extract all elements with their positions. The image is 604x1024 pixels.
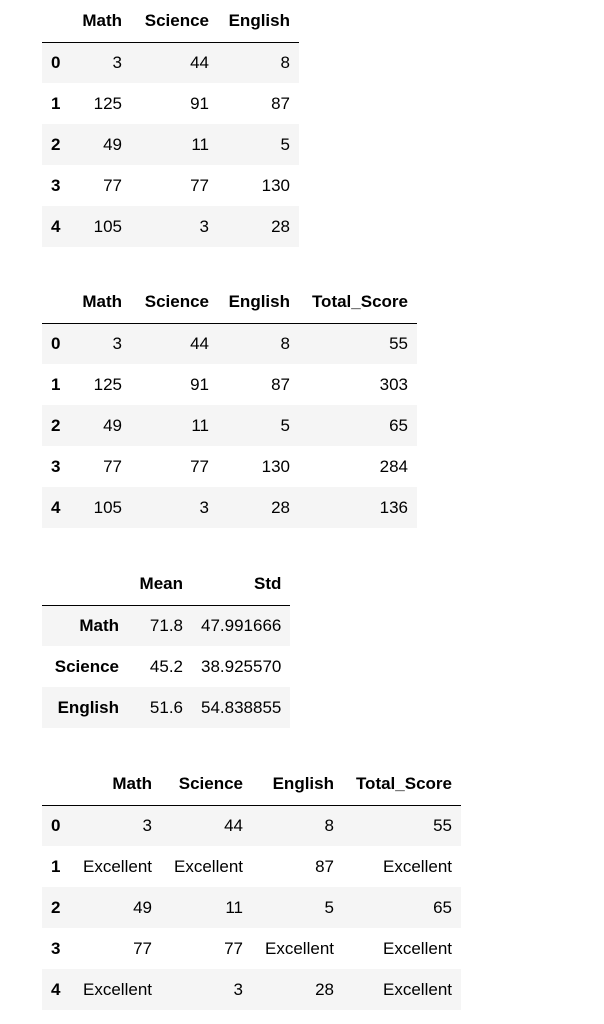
table-cell: 65 [433,897,452,917]
table-cell: 91 [190,93,209,113]
table-cell: 5 [324,897,334,917]
table-cell: 3 [112,52,122,72]
table-cell: Excellent [383,979,452,999]
table-cell: 44 [224,815,243,835]
table-cell: 49 [133,897,152,917]
table-cell: 8 [280,333,290,353]
table-cell: Excellent [83,979,152,999]
table-cell: 8 [324,815,334,835]
table-row [42,42,299,83]
table-cell: 77 [190,175,209,195]
table-cell: 3 [199,497,209,517]
index-header [42,564,128,605]
column-header-english: English [218,1,299,42]
table-row [42,364,417,405]
table-cell: Excellent [174,856,243,876]
table-row [42,969,461,1010]
table-cell: 87 [271,93,290,113]
table-row [42,323,417,364]
table-cell: 3 [142,815,152,835]
table-cell: 28 [271,216,290,236]
table-cell: 11 [191,415,209,435]
row-index: 4 [51,216,61,236]
table-cell: 125 [93,374,122,394]
table-cell: 47.991666 [201,615,282,635]
row-index: 3 [51,175,61,195]
table-row [42,605,290,646]
column-header-total-score: Total_Score [343,764,461,805]
table-row [42,165,299,206]
table-cell: 45.2 [149,656,183,676]
table-cell: 8 [280,52,290,72]
column-header-english: English [252,764,343,805]
grades-table [42,764,461,1010]
table-cell: 44 [190,52,209,72]
table-cell: 38.925570 [201,656,282,676]
table-cell: 51.6 [149,697,183,717]
index-header [42,1,70,42]
table-cell: 3 [233,979,243,999]
row-index: 4 [51,497,61,517]
table-cell: 105 [93,216,122,236]
table-row [42,446,417,487]
table-cell: 77 [224,938,243,958]
column-header-math: Math [70,764,161,805]
table-cell: 49 [103,415,122,435]
row-index: 1 [51,856,61,876]
table-row [42,206,299,247]
column-header-math: Math [70,282,131,323]
table-row [42,805,461,846]
table-cell: 11 [225,897,243,917]
row-index: English [57,697,119,717]
table-cell: 3 [199,216,209,236]
table-row [42,646,290,687]
table-cell: 77 [190,456,209,476]
table-cell: 87 [271,374,290,394]
table-row [42,846,461,887]
table-cell: 5 [280,134,290,154]
row-index: 0 [51,52,61,72]
column-header-total-score: Total_Score [299,282,417,323]
table-cell: 91 [190,374,209,394]
table-row [42,928,461,969]
table-cell: 54.838855 [201,697,282,717]
table-cell: 71.8 [149,615,183,635]
table-cell: 55 [433,815,452,835]
table-row [42,124,299,165]
table-cell: 125 [93,93,122,113]
table-row [42,687,290,728]
header-row [42,764,461,805]
column-header-math: Math [70,1,131,42]
table-row [42,887,461,928]
table-cell: 65 [389,415,408,435]
table-row [42,487,417,528]
table-cell: 284 [379,456,408,476]
table-cell: 136 [379,497,408,517]
row-index: 1 [51,93,61,113]
table-cell: 49 [103,134,122,154]
column-header-science: Science [131,1,218,42]
table-row [42,83,299,124]
table-cell: 44 [190,333,209,353]
row-index: 3 [51,938,61,958]
table-cell: Excellent [265,938,334,958]
column-header-science: Science [161,764,252,805]
header-row [42,564,290,605]
table-cell: 77 [103,175,122,195]
table-cell: Excellent [383,938,452,958]
table-cell: 77 [133,938,152,958]
row-index: 2 [51,134,61,154]
table-cell: 130 [261,175,290,195]
column-header-science: Science [131,282,218,323]
row-index: 2 [51,897,61,917]
table-row [42,405,417,446]
column-header-english: English [218,282,299,323]
table-cell: 3 [112,333,122,353]
row-index: 0 [51,815,61,835]
table-cell: 28 [315,979,334,999]
table-cell: 11 [191,134,209,154]
table-cell: 5 [280,415,290,435]
row-index: Math [79,615,119,635]
statistics-table [42,564,290,728]
table-cell: 28 [271,497,290,517]
table-cell: Excellent [83,856,152,876]
table-cell: 77 [103,456,122,476]
index-header [42,764,70,805]
index-header [42,282,70,323]
table-cell: 55 [389,333,408,353]
table-cell: 303 [379,374,408,394]
header-row [42,282,417,323]
column-header-mean: Mean [128,564,192,605]
scores-with-total-table [42,282,417,528]
row-index: 0 [51,333,61,353]
column-header-std: Std [192,564,290,605]
header-row [42,1,299,42]
row-index: 4 [51,979,61,999]
row-index: 2 [51,415,61,435]
table-cell: 105 [93,497,122,517]
row-index: 1 [51,374,61,394]
row-index: Science [54,656,119,676]
row-index: 3 [51,456,61,476]
table-cell: 130 [261,456,290,476]
table-cell: Excellent [383,856,452,876]
table-cell: 87 [315,856,334,876]
scores-table [42,1,299,247]
